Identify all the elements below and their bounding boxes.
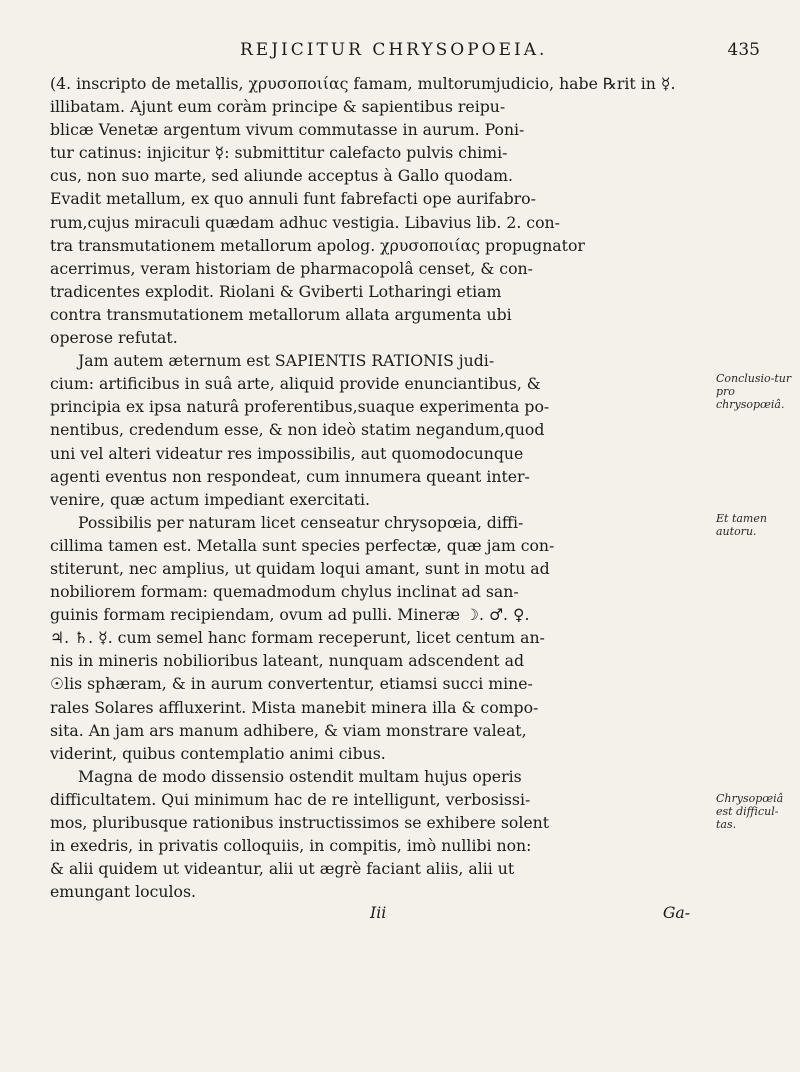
signature-mark: Iii [370,903,387,923]
text-line: contra transmutationem metallorum allata argumenta ubi [50,304,512,324]
text-line: Evadit metallum, ex quo annuli funt fabrefacti ope aurifabro- [50,189,536,209]
running-head [50,40,780,60]
text-line: venire, quæ actum impediant exercitati. [50,489,371,509]
page-footer [50,903,690,927]
text-line: illibatam. Ajunt eum coràm principe & sapientibus reipu- [50,97,506,117]
text-line: rales Solares affluxerint. Mista manebit minera illa & compo- [50,697,539,717]
text-line: ♃. ♄. ☿. cum semel hanc formam receperunt, licet centum an- [50,628,545,648]
text-line: sita. An jam ars manum adhibere, & viam monstrare valeat, [50,720,527,740]
text-line: mos, pluribusque rationibus instructissimos se exhibere solent [50,813,550,832]
text-line: stiterunt, nec amplius, ut quidam loqui amant, sunt in motu ad [50,558,550,578]
page-body [50,72,792,927]
margin-note: Et tamen autoru. [716,512,767,538]
text-line: cus, non suo marte, sed aliunde acceptus à Gallo quodam. [50,166,513,186]
text-line: (4. inscripto de metallis, χρυσοποιίας famam, multorumjudicio, habe ℞rit in ☿. [50,74,676,93]
text-line: tur catinus: injicitur ☿: submittitur calefacto pulvis chimi- [50,143,508,163]
text-line: principia ex ipsa naturâ proferentibus,suaque experimenta po- [50,397,550,417]
text-line: tra transmutationem metallorum apolog. χρυσοποιίας propugnator [50,235,585,255]
text-line: Magna de modo dissensio ostendit multam hujus operis [78,766,522,786]
catchword: Ga- [662,903,690,923]
running-title: REJICITUR CHRYSOPOEIA. [240,40,548,60]
text-column [50,72,690,903]
text-line: & alii quidem ut videantur, alii ut ægrè faciant aliis, alii ut [50,859,515,879]
text-line: in exedris, in privatis colloquiis, in compitis, imò nullibi non: [50,836,532,856]
page-number: 435 [727,40,760,60]
text-line: blicæ Venetæ argentum vivum commutasse in aurum. Poni- [50,120,525,140]
margin-note: Conclusio-tur pro chrysopœiâ. [716,372,792,411]
text-line: nis in mineris nobilioribus lateant, nunquam adscendent ad [50,651,524,671]
text-line: Jam autem æternum est SAPIENTIS RATIONIS judi- [78,351,495,371]
text-line: acerrimus, veram historiam de pharmacopolâ censet, & con- [50,258,533,278]
text-line: Possibilis per naturam licet censeatur chrysopœia, diffi- [78,512,524,532]
text-line: uni vel alteri videatur res impossibilis, aut quomodocunque [50,443,524,463]
text-line: tradicentes explodit. Riolani & Gviberti Lotharingi etiam [50,281,502,301]
text-line: cium: artificibus in suâ arte, aliquid provide enunciantibus, & [50,374,541,394]
text-line: cillima tamen est. Metalla sunt species perfectæ, quæ jam con- [50,535,555,555]
text-line: nobiliorem formam: quemadmodum chylus inclinat ad san- [50,582,519,602]
text-line: ☉lis sphæram, & in aurum convertentur, etiamsi succi mine- [50,674,533,694]
text-line: guinis formam recipiendam, ovum ad pulli. Mineræ ☽. ♂. ♀. [50,605,530,625]
text-line: emungant loculos. [50,882,197,902]
margin-note: Chrysopœiâ est difficul-tas. [716,792,784,831]
text-line: viderint, quibus contemplatio animi cibus. [50,743,386,763]
text-line: difficultatem. Qui minimum hac de re intelligunt, verbosissi- [50,789,531,809]
text-line: agenti eventus non respondeat, cum innumera queant inter- [50,466,530,486]
text-line: nentibus, credendum esse, & non ideò statim negandum,quod [50,420,545,440]
text-line: operose refutat. [50,328,178,348]
text-line: rum,cujus miraculi quædam adhuc vestigia. Libavius lib. 2. con- [50,212,560,232]
